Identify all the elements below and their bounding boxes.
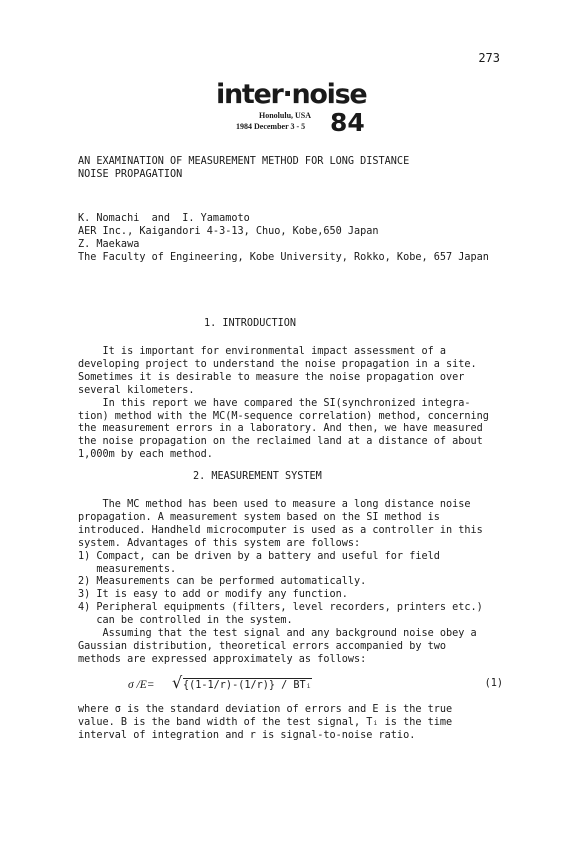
paper-title: AN EXAMINATION OF MEASUREMENT METHOD FOR LONG DISTANCE NOISE PROPAGATION — [78, 156, 410, 180]
equation-number: (1) — [484, 678, 503, 689]
section-body-introduction: It is important for environmental impact assessment of a developing project to understand the noise propagation in a site. Sometimes it is desirable to measure the noise propagation over several kilometers. In this report we have compared the SI(synchronized integra- tion) method with the MC(M-sequence correlation) method, concerning the measurement errors in a laboratory. And then, we have measured the noise propagation on the reclaimed land at a distance of about 1,000m by each method. — [78, 346, 489, 461]
logo-year: 84 — [330, 108, 365, 137]
author-affiliations: K. Nomachi and I. Yamamoto AER Inc., Kaigandori 4-3-13, Chuo, Kobe,650 Japan Z. Maekawa The Faculty of Engineering, Kobe University, Rokko, Kobe, 657 Japan — [78, 213, 489, 263]
section-heading-measurement-system: 2. MEASUREMENT SYSTEM — [193, 471, 322, 482]
logo-wordmark: inter·noise — [216, 79, 367, 110]
logo-location: Honolulu, USA — [259, 111, 312, 120]
section-heading-introduction: 1. INTRODUCTION — [204, 318, 297, 329]
square-root-icon: √ — [172, 673, 183, 692]
page-number: 273 — [478, 51, 500, 65]
equation-1 — [128, 673, 503, 696]
section-body-measurement-system: The MC method has been used to measure a long distance noise propagation. A measurement system based on the SI method is introduced. Handheld microcomputer is used as a controller in this system. Advantages of this system are follows: 1) Compact, can be driven by a battery and useful for field measurements. 2) Measurements can be performed automatically. 3) It is easy to add or modify any function. 4) Peripheral equipments (filters, level recorders, printers etc.) can be controlled in the system. Assuming that the test signal and any background noise obey a Gaussian distribution, theoretical errors accompanied by two methods are expressed approximately as follows: — [78, 499, 483, 665]
equation-lhs: σ /E= — [128, 679, 155, 691]
equation-explanation: where σ is the standard deviation of errors and E is the true value. B is the band width of the test signal, Tᵢ is the time interval of integration and r is signal-to-noise ratio. — [78, 704, 453, 741]
logo-dates: 1984 December 3 - 5 — [236, 122, 306, 131]
equation-radicand: {(1-1/r)-(1/r)} / BTᵢ — [183, 680, 312, 691]
